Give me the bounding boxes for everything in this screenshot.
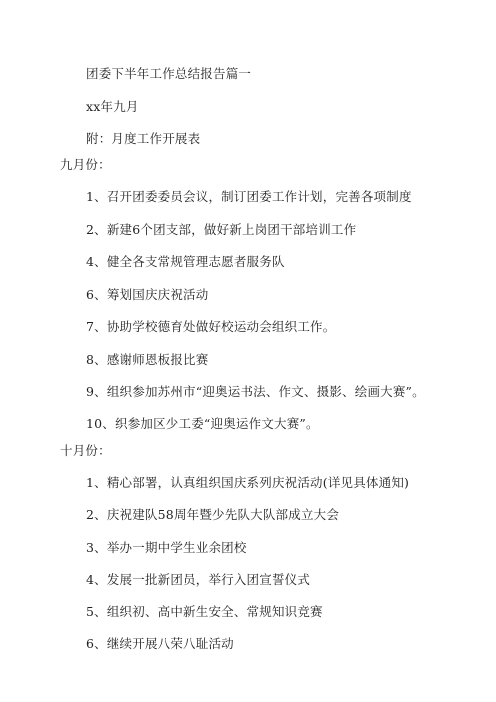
- doc-date: xx年九月: [86, 99, 139, 114]
- list-item: 10、织参加区少工委“迎奥运作文大赛”。: [86, 416, 319, 431]
- list-item: 1、精心部署，认真组织国庆系列庆祝活动(详见具体通知): [86, 475, 410, 490]
- list-item: 7、协助学校德育处做好校运动会组织工作。: [86, 319, 336, 334]
- list-item: 2、庆祝建队58周年暨少先队大队部成立大会: [86, 507, 340, 522]
- list-item: 4、健全各支常规管理志愿者服务队: [86, 254, 285, 269]
- list-item: 9、组织参加苏州市“迎奥运书法、作文、摄影、绘画大赛”。: [86, 384, 425, 399]
- list-item: 5、组织初、高中新生安全、常规知识竞赛: [86, 604, 323, 619]
- list-item: 4、发展一批新团员，举行入团宣誓仪式: [86, 572, 311, 587]
- list-item: 8、感谢师恩板报比赛: [86, 352, 209, 367]
- doc-title: 团委下半年工作总结报告篇一: [86, 66, 252, 81]
- list-item: 1、召开团委委员会议，制订团委工作计划，完善各项制度: [86, 189, 412, 204]
- section-heading-september: 九月份：: [60, 157, 111, 172]
- list-item: 6、继续开展八荣八耻活动: [86, 636, 234, 651]
- list-item: 2、新建6个团支部，做好新上岗团干部培训工作: [86, 222, 357, 237]
- doc-attachment: 附：月度工作开展表: [86, 131, 201, 146]
- section-heading-october: 十月份：: [60, 443, 111, 458]
- list-item: 3、举办一期中学生业余团校: [86, 540, 247, 555]
- list-item: 6、筹划国庆庆祝活动: [86, 287, 209, 302]
